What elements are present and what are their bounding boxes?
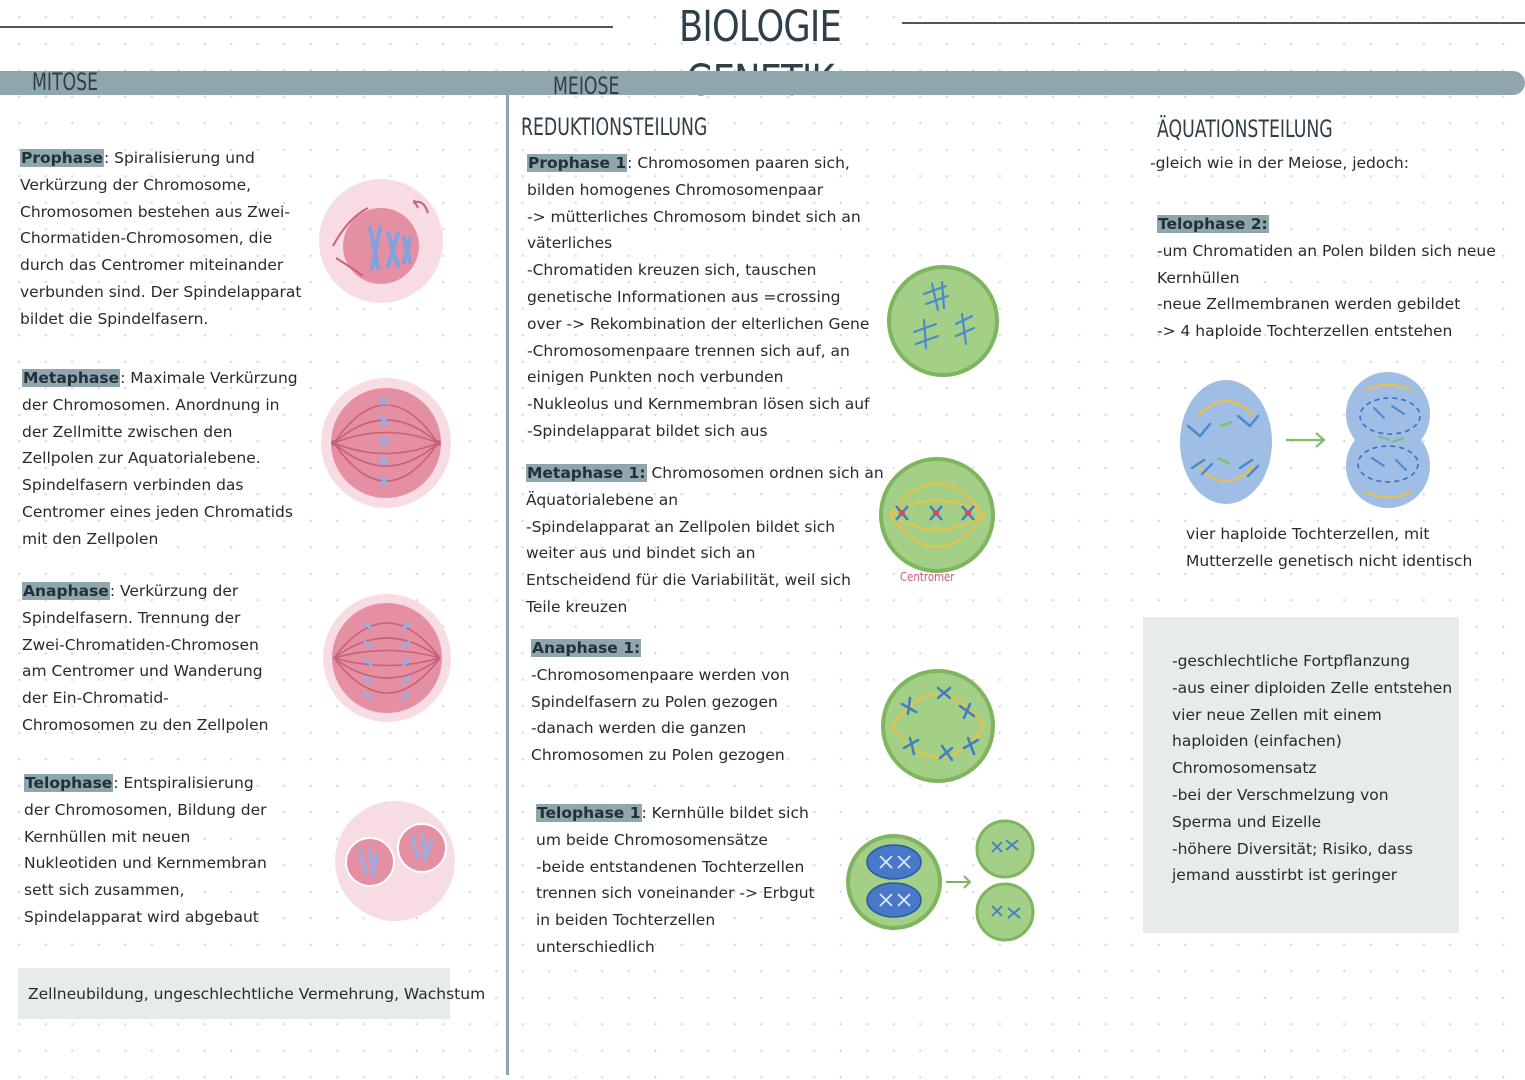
aquation-telophase-text: Telophase 2: -um Chromatiden an Polen bilden sich neue Kernhüllen -neue Zellmembranen werden gebildet -> 4 haploide Tochterzellen entstehen: [1157, 215, 1496, 341]
phase-label: Anaphase: [23, 582, 109, 600]
aquation-cell-illustration: [1178, 376, 1442, 506]
reduktion-metaphase-cell-illustration: [878, 456, 996, 574]
phase-label: Metaphase 1:: [527, 464, 646, 482]
phase-label: Telophase: [25, 774, 113, 792]
meiose-summary-text: -geschlechtliche Fortpflanzung -aus einer diploiden Zelle entstehen vier neue Zellen mit einem haploiden (einfachen) Chromosomensatz -bei der Verschmelzung von Sperma und Eizelle -höhere Diversität; Risiko, dass jemand ausstirbt ist geringer: [1172, 652, 1453, 885]
mitose-metaphase-text: Metaphase: Maximale Verkürzung der Chromosomen. Anordnung in der Zellmitte zwischen den Zellpolen zur Aquatorialebene. Spindelfasern verbinden das Centromer eines jeden Chromatids mit den Zellpolen: [22, 369, 298, 548]
reduktion-anaphase-text: Anaphase 1: -Chromosomenpaare werden von Spindelfasern zu Polen gezogen -danach werden die ganzen Chromosomen zu Polen gezogen: [531, 639, 790, 765]
phase-label: Prophase: [21, 149, 103, 167]
phase-label: Telophase 1: [537, 804, 641, 822]
phase-label: Anaphase 1:: [532, 639, 641, 657]
mitose-prophase-cell-illustration: [318, 178, 444, 304]
mitose-telophase-cell-illustration: [334, 800, 456, 922]
phase-label: Metaphase: [23, 369, 120, 387]
aquation-intro-text: -gleich wie in der Meiose, jedoch:: [1150, 154, 1409, 172]
title-rule-right: [902, 22, 1525, 24]
aquation-caption: vier haploide Tochterzellen, mit Mutterzelle genetisch nicht identisch: [1186, 525, 1473, 570]
mitose-metaphase-cell-illustration: [320, 377, 452, 509]
phase-label: Telophase 2:: [1158, 215, 1268, 233]
meiose-header: MEIOSE: [553, 72, 620, 100]
mitose-telophase-text: Telophase: Entspiralisierung der Chromosomen, Bildung der Kernhüllen mit neuen Nukleotiden und Kernmembran sett sich zusammen, Spindelapparat wird abgebaut: [24, 774, 267, 926]
reduktion-telophase-text: Telophase 1: Kernhülle bildet sich um beide Chromosomensätze -beide entstandenen Tochterzellen trennen sich voneinander -> Erbgut in beiden Tochterzellen unterschiedlich: [536, 804, 815, 956]
mitose-anaphase-cell-illustration: [322, 593, 452, 723]
reduktion-header: REDUKTIONSTEILUNG: [521, 113, 708, 141]
mitose-prophase-text: Prophase: Spiralisierung und Verkürzung der Chromosome, Chromosomen bestehen aus Zwei- Chormatiden-Chromosomen, die durch das Centromer miteinander verbunden sind. Der Spindelapparat bildet die Spindelfasern.: [20, 149, 302, 328]
reduktion-telophase-cell-illustration: [846, 816, 1038, 946]
reduktion-prophase-text: Prophase 1: Chromosomen paaren sich, bilden homogenes Chromosomenpaar -> mütterliches Chromosom bindet sich an väterliches -Chromatiden kreuzen sich, tauschen genetische Informationen aus =crossing over -> Rekombination der elterlichen Gene -Chromosomenpaare trennen sich auf, an einigen Punkten noch verbunden -Nukleolus und Kernmembran lösen sich auf -Spindelapparat bildet sich aus: [527, 154, 870, 440]
reduktion-prophase-cell-illustration: [886, 264, 1000, 378]
header-band: [0, 71, 1525, 95]
mitose-summary-text: Zellneubildung, ungeschlechtliche Vermehrung, Wachstum: [28, 985, 486, 1003]
mitose-anaphase-text: Anaphase: Verkürzung der Spindelfasern. Trennung der Zwei-Chromatiden-Chromosen am Centromer und Wanderung der Ein-Chromatid- Chromosomen zu den Zellpolen: [22, 582, 269, 734]
reduktion-metaphase-text: Metaphase 1: Chromosomen ordnen sich an Äquatorialebene an -Spindelapparat an Zellpolen bildet sich weiter aus und bindet sich an Entscheidend für die Variabilität, weil sich Teile kreuzen: [526, 464, 884, 616]
reduktion-anaphase-cell-illustration: [880, 668, 996, 784]
aquation-header: ÄQUATIONSTEILUNG: [1157, 115, 1333, 143]
phase-label: Prophase 1: [528, 154, 627, 172]
mitose-header: MITOSE: [32, 68, 99, 96]
page-title: BIOLOGIE: [679, 2, 841, 52]
centromer-label: Centromer: [900, 570, 955, 584]
column-divider: [506, 95, 509, 1075]
title-rule-left: [0, 26, 613, 28]
